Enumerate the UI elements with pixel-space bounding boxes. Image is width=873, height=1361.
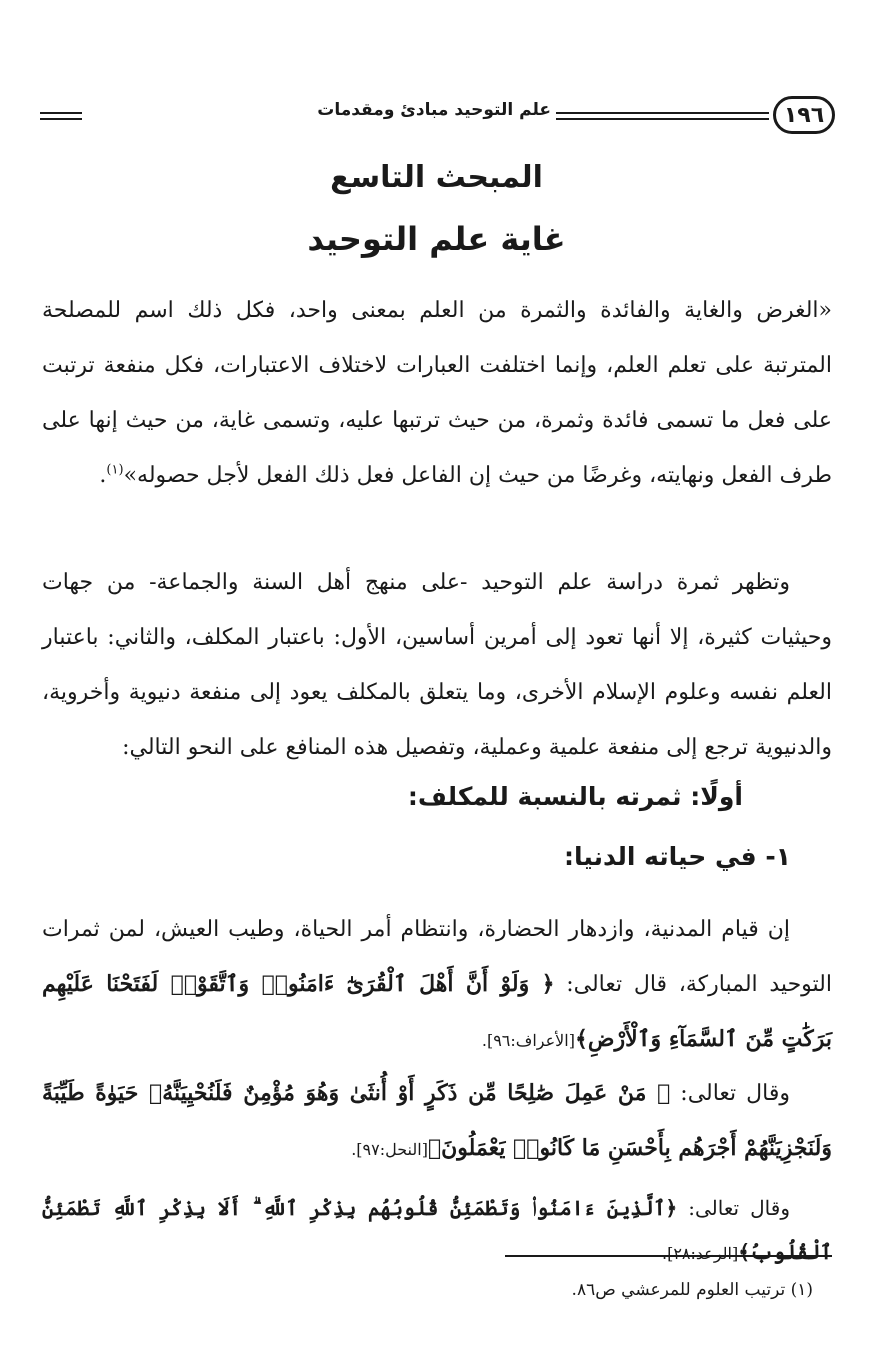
paragraph-civilization-text: إن قيام المدنية، وازدهار الحضارة، وانتظام أمر الحياة، وطيب العيش، لمن ثمرات التوحيد المباركة، قال تعالى: (42, 917, 832, 997)
paragraph-definition: «الغرض والغاية والفائدة والثمرة من العلم بمعنى واحد، فكل ذلك اسم للمصلحة المترتبة على تعلم العلم، وإنما اختلفت العبارات لاختلاف الاعتبارات، فكل منفعة ترتبت على فعل ما تسمى فائدة وثمرة، من حيث ترتبها عليه، وتسمى غاية، من حيث إنها على طرف الفعل ونهايته، وغرضًا من حيث إن الفاعل فعل ذلك الفعل لأجل حصوله»$^{(١)}$. (42, 298, 832, 488)
paragraph-fruits: وتظهر ثمرة دراسة علم التوحيد -على منهج أهل السنة والجماعة- من جهات وحيثيات كثيرة، إلا أنها تعود إلى أمرين أساسين، الأول: باعتبار المكلف، والثاني: باعتبار العلم نفسه وعلوم الإسلام الأخرى، وما يتعلق بالمكلف يعود إلى منفعة دنيوية وأخروية، والدنيوية ترجع إلى منفعة علمية وعملية، وتفصيل هذه المنافع على النحو التالي: (42, 570, 832, 760)
paragraph-definition-text: «الغرض والغاية والفائدة والثمرة من العلم بمعنى واحد، فكل ذلك اسم للمصلحة المترتبة على تعلم العلم، وإنما اختلفت العبارات لاختلاف الاعتبارات، فكل منفعة ترتبت على فعل ما تسمى فائدة وثمرة، من حيث ترتبها عليه، وتسمى غاية، من حيث إنها على طرف الفعل ونهايته، وغرضًا من حيث إن الفاعل فعل ذلك الفعل لأجل حصوله» (42, 298, 832, 488)
chapter-title: غاية علم التوحيد (307, 220, 566, 258)
footnote-reference[interactable]: (١) (106, 462, 124, 478)
footnote-separator (505, 1255, 832, 1257)
paragraph-nahl-intro: وقال تعالى: (670, 1081, 790, 1106)
chapter-label: المبحث التاسع (330, 160, 543, 195)
header-rule-right (556, 112, 769, 120)
paragraph-nahl (42, 1066, 832, 1177)
verse-citation-rad: [الرعد:٢٨]. (662, 1244, 739, 1263)
footnote: (١) ترتيب العلوم للمرعشي ص٨٦. (571, 1280, 813, 1300)
running-header (40, 96, 835, 140)
section-heading-first: أولًا: ثمرته بالنسبة للمكلف: (407, 782, 743, 811)
quran-verse-araf: ﴿ وَلَوْ أَنَّ أَهْلَ ٱلْقُرَىٰٓ ءَامَنُوا۟ وَٱتَّقَوْا۟ لَفَتَحْنَا عَلَيْهِم بَرَكَٰتٍ مِّنَ ٱلسَّمَآءِ وَٱلْأَرْضِ﴾ (42, 971, 832, 1052)
paragraph-rad (42, 1186, 832, 1276)
quran-verse-rad: ﴿ٱلَّذِينَ ءَامَنُوا۟ وَتَطْمَئِنُّ قُلُوبُهُم بِذِكْرِ ٱللَّهِ ۗ أَلَا بِذِكْرِ ٱللَّهِ تَطْمَئِنُّ ٱلْقُلُوبُ﴾ (42, 1196, 832, 1264)
header-rule-left (40, 112, 82, 120)
verse-citation-nahl: [النحل:٩٧]. (351, 1140, 428, 1159)
book-title: علم التوحيد مبادئ ومقدمات (317, 100, 551, 120)
paragraph-civilization (42, 902, 832, 1068)
subsection-heading-worldly-life: ١- في حياته الدنيا: (564, 842, 791, 871)
paragraph-rad-intro: وقال تعالى: (677, 1196, 790, 1220)
page-number: ١٩٦ (773, 96, 835, 134)
quran-verse-nahl: ﴿ مَنْ عَمِلَ صَٰلِحًا مِّن ذَكَرٍ أَوْ أُنثَىٰ وَهُوَ مُؤْمِنٌ فَلَنُحْيِيَنَّهُۥ حَيَوٰةً طَيِّبَةً وَلَنَجْزِيَنَّهُمْ أَجْرَهُم بِأَحْسَنِ مَا كَانُوا۟ يَعْمَلُونَ﴾ (42, 1080, 832, 1161)
verse-citation-araf: [الأعراف:٩٦]. (481, 1031, 575, 1050)
